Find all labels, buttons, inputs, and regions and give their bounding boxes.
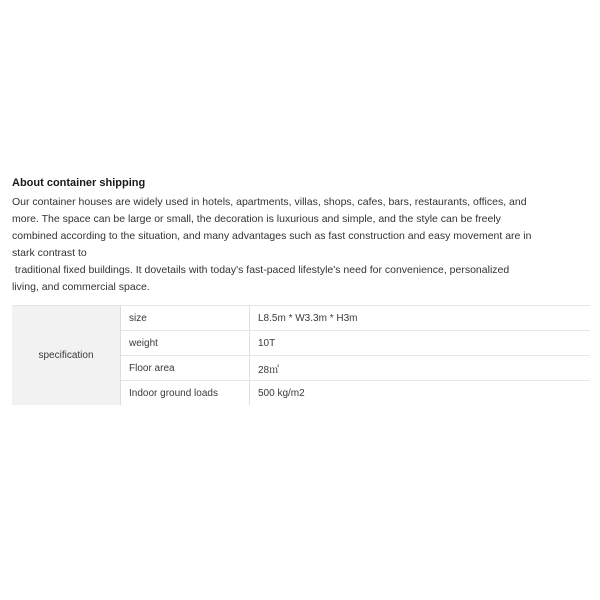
spec-key-weight: weight xyxy=(121,331,250,356)
table-row xyxy=(12,306,590,331)
spec-key-floor-area: Floor area xyxy=(121,356,250,381)
spec-key-size: size xyxy=(121,306,250,331)
description-paragraph xyxy=(12,194,590,296)
spec-value-weight: 10T xyxy=(250,331,591,356)
spec-key-ground-loads: Indoor ground loads xyxy=(121,381,250,406)
article xyxy=(12,176,592,296)
paragraph-line: combined according to the situation, and many advantages such as fast construction and easy movement are in xyxy=(12,230,532,242)
paragraph-line: living, and commercial space. xyxy=(12,281,150,293)
paragraph-line: traditional fixed buildings. It dovetails with today's fast-paced lifestyle's need for convenience, personalized xyxy=(12,264,510,276)
paragraph-line: Our container houses are widely used in hotels, apartments, villas, shops, cafes, bars, restaurants, offices, and xyxy=(12,196,527,208)
specification-table xyxy=(12,305,590,405)
paragraph-line: stark contrast to xyxy=(12,247,87,259)
spec-value-floor-area: 28㎡ xyxy=(250,356,591,381)
spec-value-size: L8.5m * W3.3m * H3m xyxy=(250,306,591,331)
paragraph-line: more. The space can be large or small, the decoration is luxurious and simple, and the style can be freely xyxy=(12,213,501,225)
spec-value-ground-loads: 500 kg/m2 xyxy=(258,387,305,399)
section-heading: About container shipping xyxy=(12,177,146,189)
specification-header: specification xyxy=(12,306,121,406)
